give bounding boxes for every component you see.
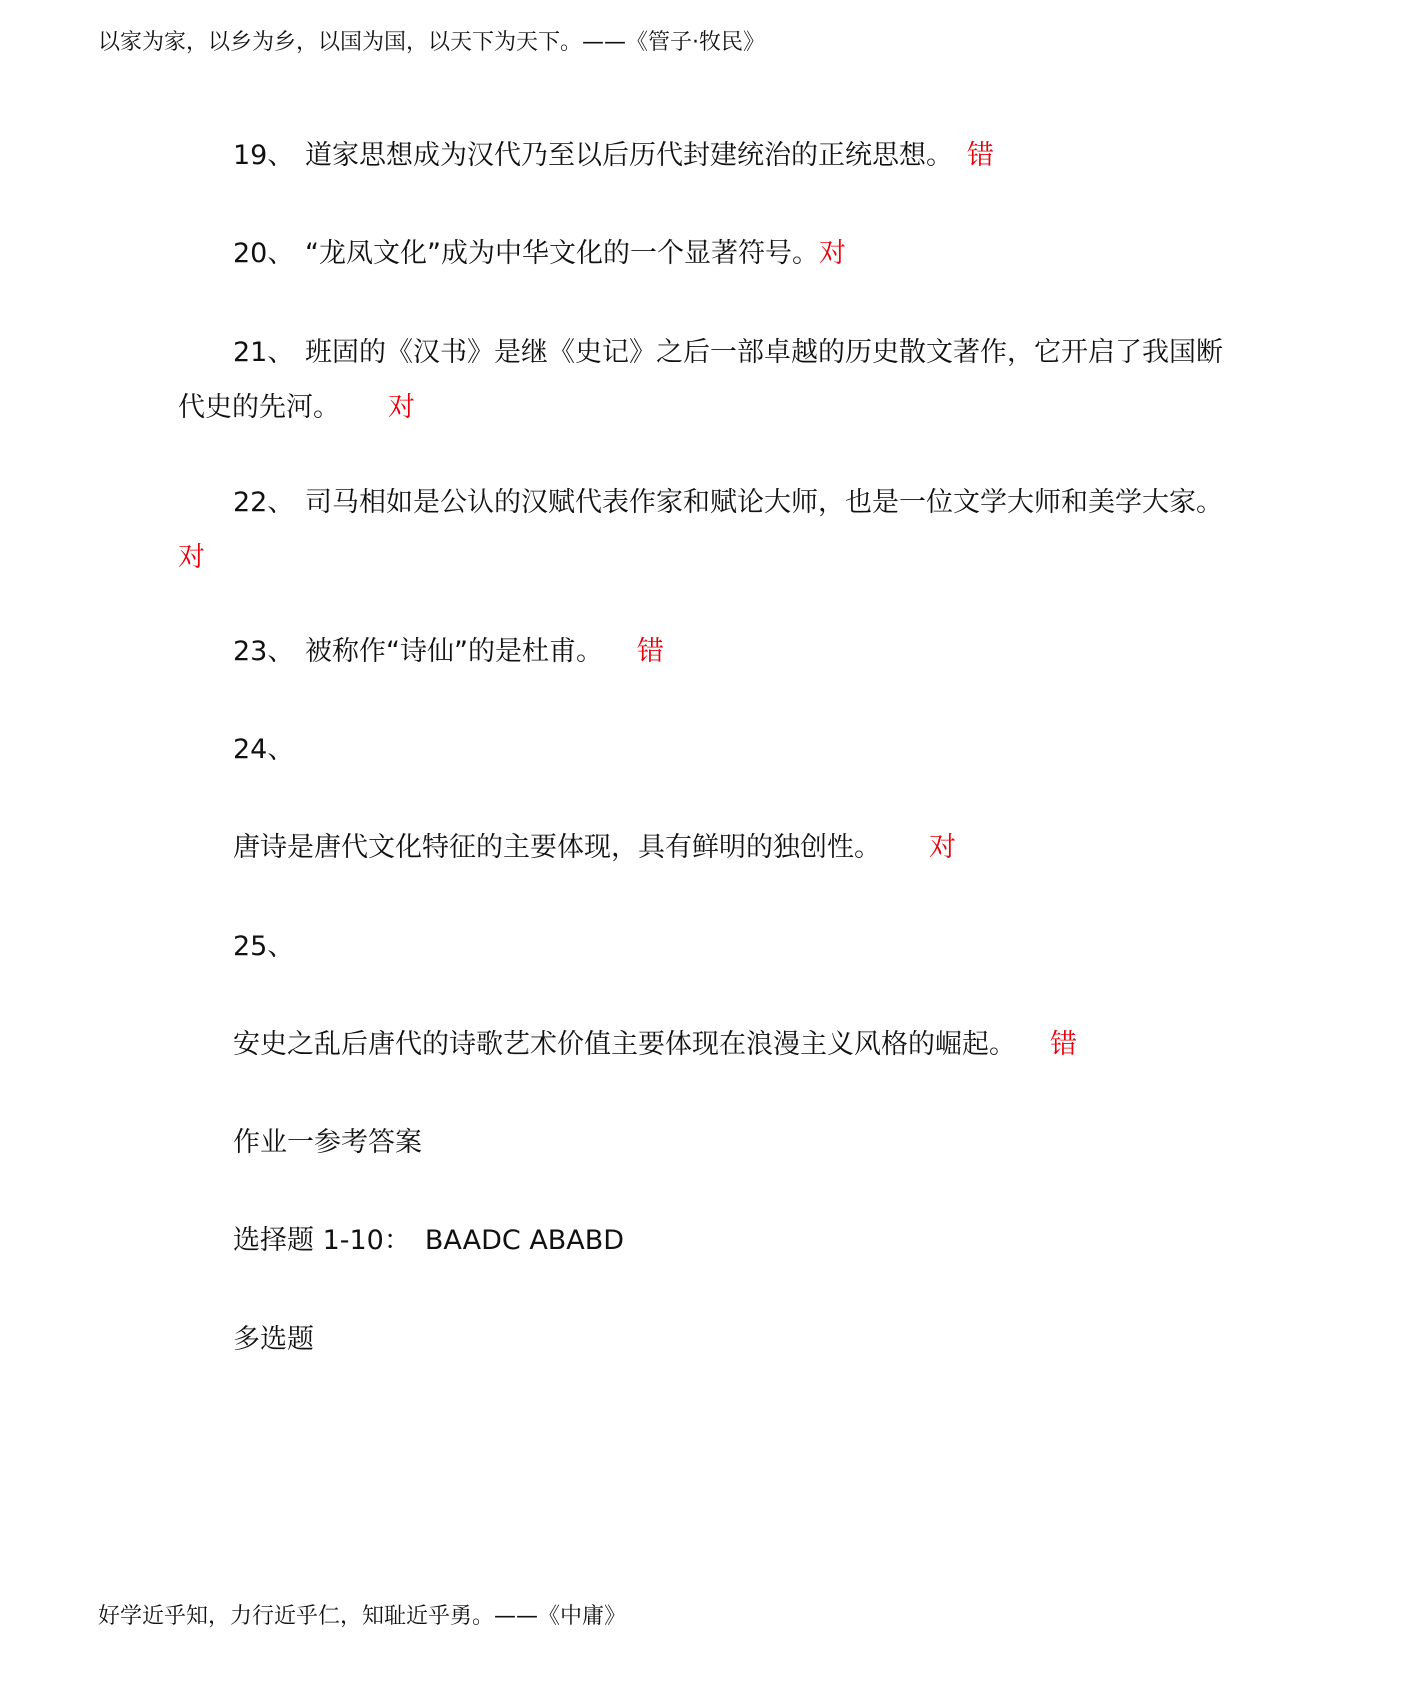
multi-choice-block — [178, 1312, 1293, 1367]
footer-quote: 好学近乎知，力行近乎仁，知耻近乎勇。——《中庸》 — [98, 1604, 627, 1629]
answer-mark: 对 — [929, 832, 956, 863]
question-20 — [178, 226, 1293, 281]
question-number: 21、 — [233, 337, 295, 368]
question-text: 司马相如是公认的汉赋代表作家和赋论大师，也是一位文学大师和美学大家。 — [305, 487, 1223, 518]
question-number: 20、 — [233, 238, 295, 269]
answer-mark: 对 — [818, 238, 846, 269]
question-number: 25、 — [233, 931, 295, 962]
mcq-answers: BAADC ABABD — [424, 1225, 625, 1256]
question-text: 道家思想成为汉代乃至以后历代封建统治的正统思想。 — [305, 140, 953, 171]
question-24 — [178, 722, 1293, 875]
question-number: 24、 — [233, 734, 295, 765]
question-number: 23、 — [233, 636, 295, 667]
mcq-label: 选择题 1-10： — [233, 1225, 411, 1256]
answer-mark: 对 — [388, 392, 415, 423]
question-text-line2: 代史的先河。 — [178, 392, 340, 423]
question-23 — [178, 624, 1293, 679]
question-text: 安史之乱后唐代的诗歌艺术价值主要体现在浪漫主义风格的崛起。 — [233, 1029, 1016, 1060]
question-text: 唐诗是唐代文化特征的主要体现，具有鲜明的独创性。 — [233, 832, 881, 863]
answer-mark: 对 — [178, 542, 205, 573]
question-25 — [178, 919, 1293, 1072]
question-22 — [178, 475, 1238, 585]
question-number: 22、 — [233, 487, 295, 518]
header-quote: 以家为家，以乡为乡，以国为国，以天下为天下。——《管子·牧民》 — [98, 30, 765, 55]
mcq-answers-block — [178, 1213, 1293, 1268]
question-number: 19、 — [233, 140, 295, 171]
answers-title: 作业一参考答案 — [233, 1127, 422, 1158]
answer-mark: 错 — [636, 636, 664, 667]
question-text: 被称作“诗仙”的是杜甫。 — [305, 636, 603, 667]
multi-choice-label: 多选题 — [233, 1324, 314, 1355]
question-text: “龙凤文化”成为中华文化的一个显著符号。 — [305, 238, 819, 269]
question-text-line1: 班固的《汉书》是继《史记》之后一部卓越的历史散文著作，它开启了我国断 — [305, 337, 1223, 368]
answer-mark: 错 — [1050, 1029, 1077, 1060]
answers-title-block — [178, 1115, 1293, 1170]
question-19 — [178, 128, 1293, 183]
question-21 — [178, 325, 1238, 435]
answer-mark: 错 — [967, 140, 994, 171]
